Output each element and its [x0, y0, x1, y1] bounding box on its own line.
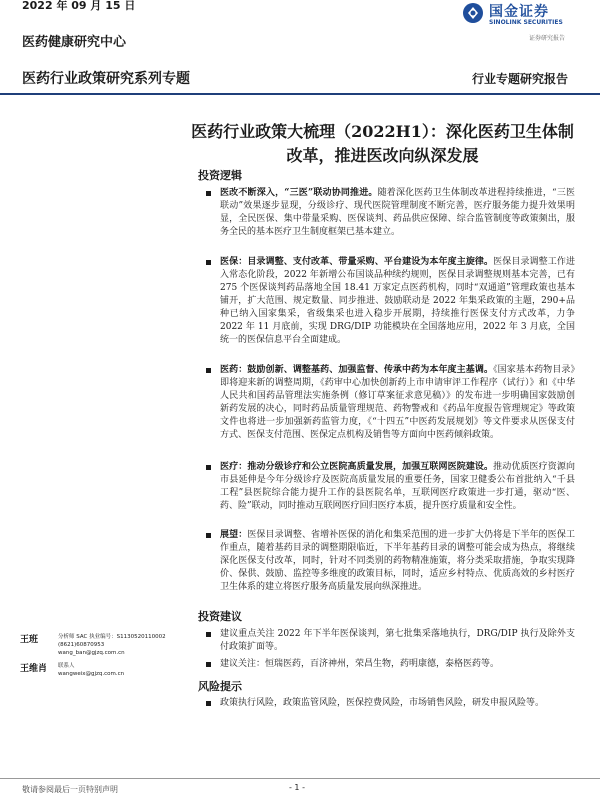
section-heading-logic: 投资逻辑 [198, 169, 242, 182]
analyst-role: 分析师 SAC 执业编号：S1130520110002 [58, 634, 166, 640]
department-name: 医药健康研究中心 [22, 35, 127, 50]
analyst-info [58, 662, 124, 678]
logic-body: 医保目录调整、省增补医保的消化和集采范围的进一步扩大仍将是下半年的医保工作重点，随着基药目录的调整期限临近，下半年基药目录的调整可能会成为热点，将继续深化医保支付改革，同时，针对不同类别的药物精准施策，将分类采取措施，争取实现降价、保供、鼓励、监控等多维度的政策目标，同时，适应乡村特点、优质高效的乡村医疗卫生体系的建立将医疗服务高质量发展向纵深推进。 [220, 530, 575, 592]
logic-lead: 医改不断深入，“三医”联动协同推进。 [220, 188, 378, 198]
series-title: 医药行业政策研究系列专题 [22, 71, 190, 87]
report-title: 医药行业政策大梳理（2022H1）：深化医药卫生体制改革，推进医改向纵深发展 [191, 122, 574, 165]
logic-body: 推动优质医疗资源向市县延伸是今年分级诊疗及医院高质量发展的重要任务，国家卫健委公布首批纳入“千县工程”县医院综合能力提升工作的县医院名单，互联网医疗政策进一步打通，驱动“医、药、险”联动，同时推动互联网医疗回归医疗本质，提升医疗质量和安全性。 [220, 462, 575, 511]
logic-lead: 医药：鼓励创新、调整基药、加强监督、传承中药为本年度主基调。 [220, 365, 494, 375]
section-heading-advice: 投资建议 [198, 610, 242, 623]
bullet-icon [206, 632, 211, 637]
logic-body: 医保目录调整工作进入常态化阶段，2022 年新增公布国谈品种续约规则，医保目录调整规则基本完善，已有 275 个医保谈判药品落地全国 18.41 万家定点医药机构，同时“双通道”管理政策也基本铺开，扩大范围、规定数量、同步推进、鼓励联动是 2022 年集采政策的主题，290+品种已纳入国家集采，省级集采也进入稳步开展期，持续推行医保支付方式改革，力争 2022 年 11 月底前，实现 DRG/DIP 功能模块在全国落地应用，2022 年 3 月底，全国统一的医保信息平台全面建成。 [220, 257, 575, 345]
report-date: 2022 年 09 月 15 日 [22, 0, 136, 12]
analyst-info [58, 633, 166, 657]
logic-body: 《国家基本药物目录》即将迎来新的调整周期，《药审中心加快创新药上市申请审评工作程序（试行）》和《中华人民共和国药品管理法实施条例（修订草案征求意见稿）》的发布进一步明确国家鼓励创新药发展的决心，同时药品质量管理规范、药物警戒和《药品年度报告管理规定》等政策文件也将进一步加强新药监管力度，《“十四五”中医药发展规划》等文件要求从医保支付方式、医保支付范围、医保定点机构及销售等方面向中医药倾斜政策。 [220, 365, 575, 440]
advice-item [220, 628, 575, 654]
analyst-name: 王班 [20, 635, 39, 645]
logic-paragraph [220, 364, 575, 442]
bullet-icon [206, 191, 211, 196]
logic-body: 随着深化医药卫生体制改革进程持续推进，“三医联动”效果逐步显现，分级诊疗、现代医院管理制度不断完善，医疗服务能力提升效果明显，全民医保、集中带量采购、医保谈判、药品供应保障、综合监管制度等政策频出，服务全民的基本医疗卫生制度框架已基本建立。 [220, 188, 575, 237]
header-divider [0, 93, 600, 95]
bullet-icon [206, 701, 211, 706]
footer-divider [0, 778, 600, 779]
risk-item [220, 697, 575, 710]
risk-text: 政策执行风险，政策监管风险，医保控费风险，市场销售风险，研发申报风险等。 [220, 698, 545, 708]
analyst-name: 王维肖 [20, 664, 48, 674]
advice-text: 建议关注：恒瑞医药，百济神州，荣昌生物，药明康德，泰格医药等。 [220, 659, 500, 669]
logic-paragraph [220, 256, 575, 347]
section-heading-risk: 风险提示 [198, 680, 242, 693]
logic-lead: 医疗：推动分级诊疗和公立医院高质量发展，加强互联网医院建设。 [220, 462, 494, 472]
bullet-icon [206, 368, 211, 373]
analyst-phone: (8621)60870953 [58, 642, 105, 648]
logic-paragraph [220, 187, 575, 239]
logo-text-en: SINOLINK SECURITIES [489, 19, 563, 26]
analyst-role: 联系人 [58, 663, 75, 669]
analyst-email: wang_ban@gjzq.com.cn [58, 650, 125, 656]
logo-text-cn: 国金证券 [489, 4, 549, 20]
logic-paragraph [220, 461, 575, 513]
bullet-icon [206, 260, 211, 265]
page-number: - 1 - [289, 783, 305, 792]
footer-disclaimer: 敬请参阅最后一页特别声明 [22, 785, 118, 794]
logic-paragraph [220, 529, 575, 594]
bullet-icon [206, 465, 211, 470]
report-type: 行业专题研究报告 [472, 72, 569, 86]
advice-text: 建议重点关注 2022 年下半年医保谈判，第七批集采落地执行，DRG/DIP 执行及除外支付政策扩面等。 [220, 629, 575, 652]
logo-subtitle: 证券研究报告 [529, 35, 566, 42]
bullet-icon [206, 662, 211, 667]
advice-item [220, 658, 575, 671]
bullet-icon [206, 533, 211, 538]
logo-mark-icon [462, 2, 484, 24]
company-logo [462, 0, 577, 42]
analyst-email: wangweix@gjzq.com.cn [58, 671, 125, 677]
logic-lead: 医保：目录调整、支付改革、带量采购、平台建设为本年度主旋律。 [220, 257, 494, 267]
logic-lead: 展望： [220, 530, 248, 540]
